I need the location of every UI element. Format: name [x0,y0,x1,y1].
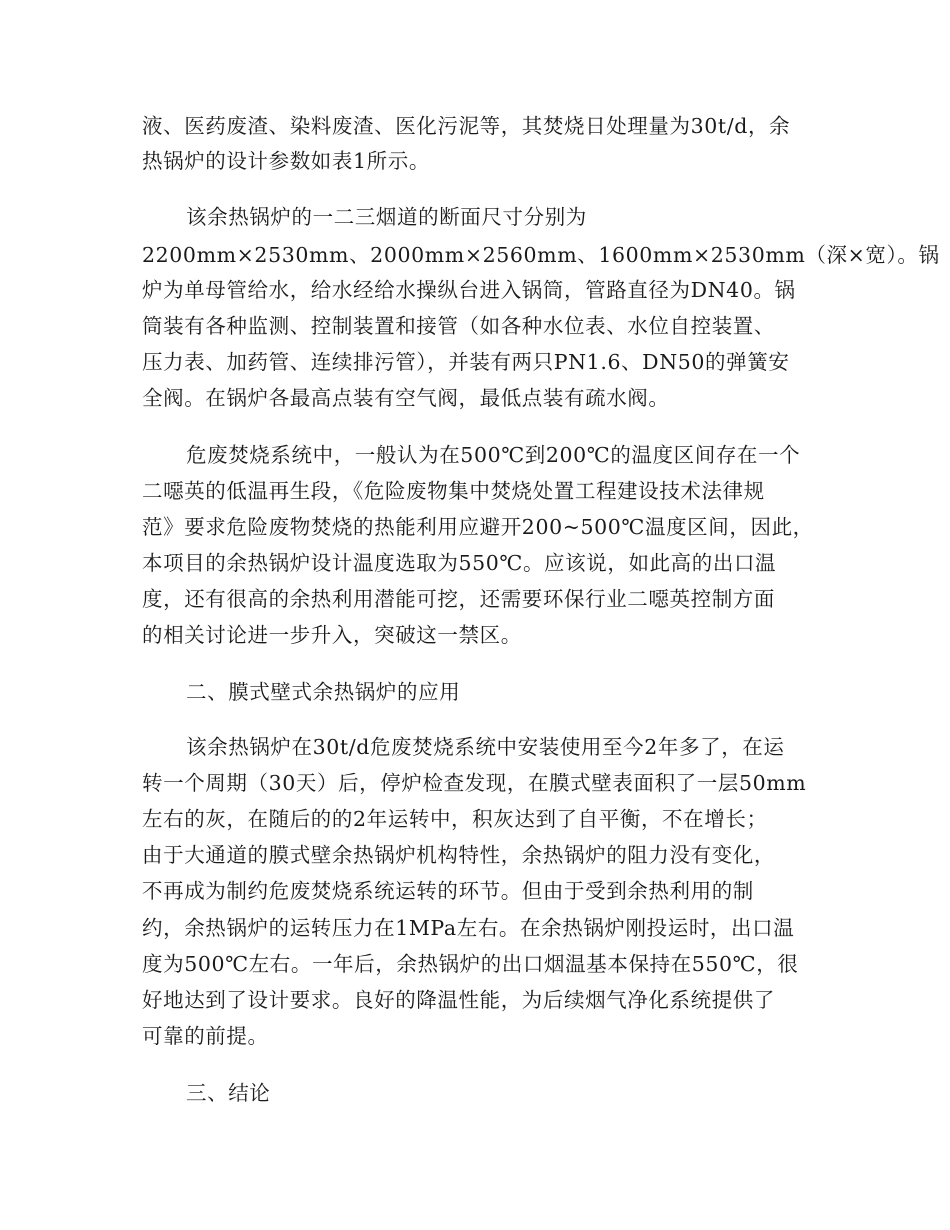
paragraph-3-line-4: 本项目的余热锅炉设计温度选取为550℃。应该说，如此高的出口温 [142,551,777,575]
paragraph-1-line-2: 热锅炉的设计参数如表1所示。 [142,149,430,173]
paragraph-3-line-3: 范》要求危险废物焚烧的热能利用应避开200~500℃温度区间，因此， [142,515,814,539]
paragraph-1-line-1: 液、医药废渣、染料废渣、医化污泥等，其焚烧日处理量为30t/d，余 [142,114,791,138]
paragraph-4-line-2: 转一个周期（30天）后，停炉检查发现，在膜式壁表面积了一层50mm [142,771,807,795]
paragraph-4-line-3: 左右的灰，在随后的的2年运转中，积灰达到了自平衡，不在增长； [142,807,768,831]
paragraph-2-line-2: 2200mm×2530mm、2000mm×2560mm、1600mm×2530mm（深×宽）。锅 [142,243,940,267]
paragraph-3-line-5: 度，还有很高的余热利用潜能可挖，还需要环保行业二噁英控制方面 [142,587,775,611]
paragraph-3-line-2: 二噁英的低温再生段，《危险废物集中焚烧处置工程建设技术法律规 [142,479,765,503]
section-heading-3: 三、结论 [186,1081,271,1105]
paragraph-2-line-1: 该余热锅炉的一二三烟道的断面尺寸分别为 [186,205,587,229]
paragraph-2-line-4: 筒装有各种监测、控制装置和接管（如各种水位表、水位自控装置、 [142,314,775,338]
paragraph-2-line-5: 压力表、加药管、连续排污管），并装有两只PN1.6、DN50的弹簧安 [142,350,790,374]
paragraph-4-line-4: 由于大通道的膜式壁余热锅炉机构特性，余热锅炉的阻力没有变化， [142,843,775,867]
paragraph-4-line-9: 可靠的前提。 [142,1024,269,1048]
paragraph-3-line-6: 的相关讨论进一步升入，突破这一禁区。 [142,623,522,647]
paragraph-4-line-5: 不再成为制约危废焚烧系统运转的环节。但由于受到余热利用的制 [142,879,754,903]
paragraph-4-line-6: 约，余热锅炉的运转压力在1MPa左右。在余热锅炉刚投运时，出口温 [142,916,795,940]
section-heading-2: 二、膜式壁式余热锅炉的应用 [186,680,461,704]
paragraph-4-line-1: 该余热锅炉在30t/d危废焚烧系统中安装使用至今2年多了，在运 [186,735,785,759]
paragraph-4-line-7: 度为500℃左右。一年后，余热锅炉的出口烟温基本保持在550℃，很 [142,952,799,976]
paragraph-2-line-3: 炉为单母管给水，给水经给水操纵台进入锅筒，管路直径为DN40。锅 [142,278,796,302]
paragraph-3-line-1: 危废焚烧系统中，一般认为在500℃到200℃的温度区间存在一个 [186,443,801,467]
paragraph-2-line-6: 全阀。在锅炉各最高点装有空气阀，最低点装有疏水阀。 [142,386,670,410]
paragraph-4-line-8: 好地达到了设计要求。良好的降温性能，为后续烟气净化系统提供了 [142,988,775,1012]
